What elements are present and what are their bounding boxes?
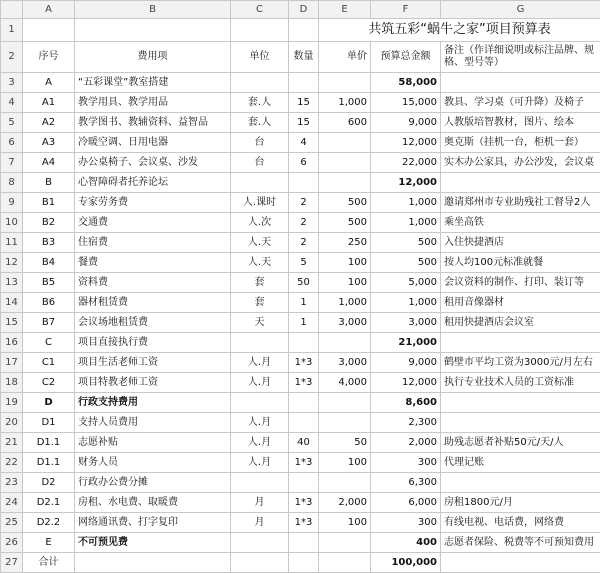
row-header[interactable]: 21 xyxy=(1,433,23,453)
cell-item[interactable]: 项目直接执行费 xyxy=(75,333,231,353)
row-header[interactable]: 3 xyxy=(1,73,23,93)
cell-unit[interactable]: 人.天 xyxy=(231,253,289,273)
cell-price[interactable]: 100 xyxy=(319,253,371,273)
cell-note[interactable]: 教具、学习桌（可升降）及椅子 xyxy=(441,93,600,113)
title-row xyxy=(1,19,600,42)
cell-price[interactable]: 50 xyxy=(319,433,371,453)
cell-total[interactable]: 12,000 xyxy=(371,373,441,393)
table-row xyxy=(1,42,600,73)
cell-total[interactable]: 400 xyxy=(371,533,441,553)
select-all-corner[interactable] xyxy=(1,1,23,19)
cell-note[interactable]: 会议资料的制作、打印、装订等 xyxy=(441,273,600,293)
cell-unit[interactable]: 月 xyxy=(231,513,289,533)
cell-item[interactable]: 心智障碍者托养论坛 xyxy=(75,173,231,193)
cell-unit[interactable]: 月 xyxy=(231,493,289,513)
row-header[interactable]: 22 xyxy=(1,453,23,473)
row-header[interactable]: 26 xyxy=(1,533,23,553)
cell-item[interactable]: 办公桌椅子、会议桌、沙发 xyxy=(75,153,231,173)
table-row xyxy=(1,193,600,213)
column-header-b[interactable]: B xyxy=(75,1,231,19)
cell-qty[interactable]: 1*3 xyxy=(289,513,319,533)
cell-price[interactable]: 2,000 xyxy=(319,493,371,513)
cell-price[interactable]: 600 xyxy=(319,113,371,133)
cell-total[interactable]: 500 xyxy=(371,253,441,273)
column-header-row xyxy=(1,1,600,19)
cell[interactable] xyxy=(75,19,231,42)
cell-unit[interactable]: 单位 xyxy=(231,42,289,73)
cell-qty[interactable]: 2 xyxy=(289,213,319,233)
cell-price[interactable]: 100 xyxy=(319,273,371,293)
cell-price[interactable]: 1,000 xyxy=(319,93,371,113)
cell-seq[interactable]: 序号 xyxy=(23,42,75,73)
table-row xyxy=(1,73,600,93)
cell-note[interactable]: 有线电视、电话费，网络费 xyxy=(441,513,600,533)
table-row xyxy=(1,433,600,453)
cell-seq[interactable]: D1 xyxy=(23,413,75,433)
table-row xyxy=(1,273,600,293)
table-row xyxy=(1,313,600,333)
row-header[interactable]: 14 xyxy=(1,293,23,313)
table-row xyxy=(1,253,600,273)
cell-price[interactable] xyxy=(319,333,371,353)
table-row xyxy=(1,513,600,533)
table-row xyxy=(1,393,600,413)
cell-unit[interactable]: 套.人 xyxy=(231,113,289,133)
cell-note[interactable]: 实木办公家具，办公沙发，会议桌 xyxy=(441,153,600,173)
cell-total[interactable]: 8,600 xyxy=(371,393,441,413)
cell-item[interactable]: 行政办公费分摊 xyxy=(75,473,231,493)
cell-item[interactable]: 网络通讯费、打字复印 xyxy=(75,513,231,533)
cell-total[interactable]: 15,000 xyxy=(371,93,441,113)
cell-seq[interactable]: D xyxy=(23,393,75,413)
cell-qty[interactable] xyxy=(289,333,319,353)
row-header[interactable]: 17 xyxy=(1,353,23,373)
cell-qty[interactable] xyxy=(289,73,319,93)
table-row xyxy=(1,113,600,133)
cell-price[interactable]: 250 xyxy=(319,233,371,253)
cell-unit[interactable]: 台 xyxy=(231,153,289,173)
cell-seq[interactable]: E xyxy=(23,533,75,553)
cell-note[interactable]: 入住快捷酒店 xyxy=(441,233,600,253)
cell-item[interactable]: 项目生活老师工资 xyxy=(75,353,231,373)
cell[interactable] xyxy=(23,19,75,42)
column-header-c[interactable]: C xyxy=(231,1,289,19)
cell-note[interactable]: 按人均100元标准就餐 xyxy=(441,253,600,273)
table-row xyxy=(1,133,600,153)
cell-qty[interactable]: 50 xyxy=(289,273,319,293)
cell-note[interactable] xyxy=(441,413,600,433)
column-header-e[interactable]: E xyxy=(319,1,371,19)
row-header[interactable]: 8 xyxy=(1,173,23,193)
cell-qty[interactable]: 6 xyxy=(289,153,319,173)
cell-item[interactable]: 项目特教老师工资 xyxy=(75,373,231,393)
cell-seq[interactable]: B3 xyxy=(23,233,75,253)
row-header[interactable]: 4 xyxy=(1,93,23,113)
cell-unit[interactable]: 套 xyxy=(231,273,289,293)
cell-total[interactable]: 58,000 xyxy=(371,73,441,93)
cell-seq[interactable]: C1 xyxy=(23,353,75,373)
cell-item[interactable] xyxy=(75,553,231,573)
cell-note[interactable] xyxy=(441,393,600,413)
row-header[interactable]: 13 xyxy=(1,273,23,293)
table-row xyxy=(1,293,600,313)
cell-unit[interactable]: 人.月 xyxy=(231,453,289,473)
cell-qty[interactable] xyxy=(289,413,319,433)
cell-seq[interactable]: B5 xyxy=(23,273,75,293)
cell-qty[interactable]: 1*3 xyxy=(289,373,319,393)
cell-unit[interactable]: 套 xyxy=(231,293,289,313)
table-row xyxy=(1,173,600,193)
cell-price[interactable] xyxy=(319,393,371,413)
cell-price[interactable]: 100 xyxy=(319,513,371,533)
cell-note[interactable]: 鹤壁市平均工资为3000元/月左右 xyxy=(441,353,600,373)
row-header[interactable]: 9 xyxy=(1,193,23,213)
cell-note[interactable] xyxy=(441,553,600,573)
cell-unit[interactable]: 台 xyxy=(231,133,289,153)
table-row xyxy=(1,553,600,573)
cell-unit[interactable] xyxy=(231,73,289,93)
table-row xyxy=(1,493,600,513)
cell-note[interactable]: 房租1800元/月 xyxy=(441,493,600,513)
cell-note[interactable]: 租用快捷酒店会议室 xyxy=(441,313,600,333)
cell-unit[interactable]: 人.月 xyxy=(231,433,289,453)
cell-total[interactable]: 2,300 xyxy=(371,413,441,433)
cell-total[interactable]: 300 xyxy=(371,513,441,533)
cell-price[interactable] xyxy=(319,153,371,173)
row-header[interactable]: 12 xyxy=(1,253,23,273)
table-row xyxy=(1,93,600,113)
cell-note[interactable] xyxy=(441,73,600,93)
cell-qty[interactable] xyxy=(289,393,319,413)
cell-total[interactable]: 9,000 xyxy=(371,113,441,133)
cell-seq[interactable]: B xyxy=(23,173,75,193)
table-row xyxy=(1,333,600,353)
row-header[interactable]: 25 xyxy=(1,513,23,533)
row-header[interactable]: 23 xyxy=(1,473,23,493)
cell-unit[interactable]: 套.人 xyxy=(231,93,289,113)
row-header[interactable]: 15 xyxy=(1,313,23,333)
table-row xyxy=(1,213,600,233)
cell-qty[interactable]: 1*3 xyxy=(289,353,319,373)
cell-item[interactable]: 行政支持费用 xyxy=(75,393,231,413)
column-header-f[interactable]: F xyxy=(371,1,441,19)
cell-price[interactable]: 100 xyxy=(319,453,371,473)
cell-unit[interactable]: 人.月 xyxy=(231,373,289,393)
cell-price[interactable] xyxy=(319,133,371,153)
table-row xyxy=(1,153,600,173)
cell-qty[interactable] xyxy=(289,173,319,193)
cell-unit[interactable] xyxy=(231,333,289,353)
row-header[interactable]: 16 xyxy=(1,333,23,353)
cell-unit[interactable] xyxy=(231,393,289,413)
cell-total[interactable]: 6,300 xyxy=(371,473,441,493)
row-header[interactable]: 7 xyxy=(1,153,23,173)
cell-item[interactable]: 财务人员 xyxy=(75,453,231,473)
cell-item[interactable]: 交通费 xyxy=(75,213,231,233)
cell-item[interactable]: 不可预见费 xyxy=(75,533,231,553)
row-header[interactable]: 27 xyxy=(1,553,23,573)
cell-price[interactable] xyxy=(319,553,371,573)
cell-seq[interactable]: A1 xyxy=(23,93,75,113)
cell-seq[interactable]: 合计 xyxy=(23,553,75,573)
cell-seq[interactable]: D1.1 xyxy=(23,453,75,473)
cell-seq[interactable]: D2 xyxy=(23,473,75,493)
cell-total[interactable]: 6,000 xyxy=(371,493,441,513)
cell-unit[interactable]: 人.天 xyxy=(231,233,289,253)
cell-qty[interactable]: 15 xyxy=(289,113,319,133)
cell-unit[interactable] xyxy=(231,473,289,493)
cell-note[interactable]: 邀请郑州市专业助残社工督导2人 xyxy=(441,193,600,213)
cell-total[interactable]: 12,000 xyxy=(371,173,441,193)
cell-qty[interactable]: 15 xyxy=(289,93,319,113)
cell[interactable] xyxy=(231,19,289,42)
table-row xyxy=(1,233,600,253)
cell-seq[interactable]: D2.2 xyxy=(23,513,75,533)
row-header[interactable]: 5 xyxy=(1,113,23,133)
table-row xyxy=(1,413,600,433)
cell-total[interactable]: 12,000 xyxy=(371,133,441,153)
cell-item[interactable]: “五彩课堂”教室搭建 xyxy=(75,73,231,93)
cell-seq[interactable]: B1 xyxy=(23,193,75,213)
cell-item[interactable]: 资料费 xyxy=(75,273,231,293)
cell-qty[interactable]: 1*3 xyxy=(289,453,319,473)
cell-item[interactable]: 教学图书、教辅资料、益智品 xyxy=(75,113,231,133)
sheet-title[interactable]: 共筑五彩“蜗牛之家”项目预算表 xyxy=(319,19,600,42)
cell-item[interactable]: 房租、水电费、取暖费 xyxy=(75,493,231,513)
cell-price[interactable]: 3,000 xyxy=(319,353,371,373)
cell-note[interactable]: 奥克斯（挂机一台，柜机一套） xyxy=(441,133,600,153)
row-header[interactable]: 18 xyxy=(1,373,23,393)
cell-note[interactable]: 志愿者保险、税费等不可预知费用 xyxy=(441,533,600,553)
cell-total[interactable]: 1,000 xyxy=(371,293,441,313)
cell-qty[interactable]: 1*3 xyxy=(289,493,319,513)
row-header[interactable]: 1 xyxy=(1,19,23,42)
column-header-g[interactable]: G xyxy=(441,1,600,19)
cell-total[interactable]: 2,000 xyxy=(371,433,441,453)
cell-qty[interactable]: 4 xyxy=(289,133,319,153)
table-row xyxy=(1,373,600,393)
cell-item[interactable]: 冷暖空调、日用电器 xyxy=(75,133,231,153)
cell-price[interactable] xyxy=(319,73,371,93)
cell-note[interactable] xyxy=(441,473,600,493)
cell-seq[interactable]: B7 xyxy=(23,313,75,333)
cell-note[interactable]: 租用音像器材 xyxy=(441,293,600,313)
table-row xyxy=(1,353,600,373)
cell-seq[interactable]: C2 xyxy=(23,373,75,393)
cell-seq[interactable]: C xyxy=(23,333,75,353)
cell-qty[interactable]: 2 xyxy=(289,193,319,213)
row-header[interactable]: 2 xyxy=(1,42,23,73)
cell-total[interactable]: 1,000 xyxy=(371,213,441,233)
row-header[interactable]: 11 xyxy=(1,233,23,253)
cell-item[interactable]: 支持人员费用 xyxy=(75,413,231,433)
cell-item[interactable]: 教学用具、教学用品 xyxy=(75,93,231,113)
cell-price[interactable] xyxy=(319,413,371,433)
cell-qty[interactable] xyxy=(289,553,319,573)
cell-qty[interactable] xyxy=(289,473,319,493)
row-header[interactable]: 6 xyxy=(1,133,23,153)
cell-seq[interactable]: A xyxy=(23,73,75,93)
cell-qty[interactable]: 5 xyxy=(289,253,319,273)
cell[interactable] xyxy=(289,19,319,42)
column-header-d[interactable]: D xyxy=(289,1,319,19)
cell-note[interactable] xyxy=(441,333,600,353)
cell-total[interactable]: 100,000 xyxy=(371,553,441,573)
cell-seq[interactable]: B4 xyxy=(23,253,75,273)
cell-item[interactable]: 住宿费 xyxy=(75,233,231,253)
cell-price[interactable]: 单价 xyxy=(319,42,371,73)
cell-unit[interactable] xyxy=(231,173,289,193)
cell-note[interactable] xyxy=(441,173,600,193)
cell-item[interactable]: 费用项 xyxy=(75,42,231,73)
cell-total[interactable]: 9,000 xyxy=(371,353,441,373)
table-row xyxy=(1,453,600,473)
cell-note[interactable]: 人教版培智教材，图片、绘本 xyxy=(441,113,600,133)
cell-item[interactable]: 志愿补贴 xyxy=(75,433,231,453)
cell-unit[interactable]: 人.课时 xyxy=(231,193,289,213)
cell-seq[interactable]: A2 xyxy=(23,113,75,133)
cell-seq[interactable]: D2.1 xyxy=(23,493,75,513)
cell-price[interactable] xyxy=(319,173,371,193)
cell-note[interactable]: 执行专业技术人员的工资标准 xyxy=(441,373,600,393)
cell-total[interactable]: 300 xyxy=(371,453,441,473)
cell-total[interactable]: 21,000 xyxy=(371,333,441,353)
column-header-a[interactable]: A xyxy=(23,1,75,19)
cell-note[interactable]: 乘坐高铁 xyxy=(441,213,600,233)
row-header[interactable]: 10 xyxy=(1,213,23,233)
cell-unit[interactable]: 天 xyxy=(231,313,289,333)
row-header[interactable]: 24 xyxy=(1,493,23,513)
cell-note[interactable]: 备注（作详细说明或标注品牌、规格、型号等） xyxy=(441,42,600,73)
cell-note[interactable]: 助残志愿者补贴50元/天/人 xyxy=(441,433,600,453)
cell-seq[interactable]: A3 xyxy=(23,133,75,153)
cell-price[interactable]: 500 xyxy=(319,213,371,233)
row-header[interactable]: 20 xyxy=(1,413,23,433)
cell-seq[interactable]: B6 xyxy=(23,293,75,313)
row-header[interactable]: 19 xyxy=(1,393,23,413)
cell-total[interactable]: 预算总金额 xyxy=(371,42,441,73)
cell-unit[interactable]: 人.月 xyxy=(231,353,289,373)
cell-qty[interactable]: 数量 xyxy=(289,42,319,73)
cell-qty[interactable]: 1 xyxy=(289,293,319,313)
cell-price[interactable]: 500 xyxy=(319,193,371,213)
cell-total[interactable]: 22,000 xyxy=(371,153,441,173)
cell-price[interactable] xyxy=(319,473,371,493)
cell-qty[interactable]: 1 xyxy=(289,313,319,333)
cell-unit[interactable] xyxy=(231,553,289,573)
cell-seq[interactable]: A4 xyxy=(23,153,75,173)
cell-price[interactable]: 3,000 xyxy=(319,313,371,333)
cell-price[interactable]: 1,000 xyxy=(319,293,371,313)
cell-total[interactable]: 3,000 xyxy=(371,313,441,333)
cell-unit[interactable]: 人.月 xyxy=(231,413,289,433)
cell-item[interactable]: 餐费 xyxy=(75,253,231,273)
cell-item[interactable]: 专家劳务费 xyxy=(75,193,231,213)
cell-total[interactable]: 5,000 xyxy=(371,273,441,293)
cell-price[interactable]: 4,000 xyxy=(319,373,371,393)
cell-seq[interactable]: B2 xyxy=(23,213,75,233)
table-row xyxy=(1,473,600,493)
cell-seq[interactable]: D1.1 xyxy=(23,433,75,453)
cell-qty[interactable]: 2 xyxy=(289,233,319,253)
cell-total[interactable]: 500 xyxy=(371,233,441,253)
cell-item[interactable]: 会议场地租赁费 xyxy=(75,313,231,333)
cell-item[interactable]: 器材租赁费 xyxy=(75,293,231,313)
cell-qty[interactable]: 40 xyxy=(289,433,319,453)
cell-unit[interactable]: 人.次 xyxy=(231,213,289,233)
cell-total[interactable]: 1,000 xyxy=(371,193,441,213)
cell-note[interactable]: 代理记账 xyxy=(441,453,600,473)
